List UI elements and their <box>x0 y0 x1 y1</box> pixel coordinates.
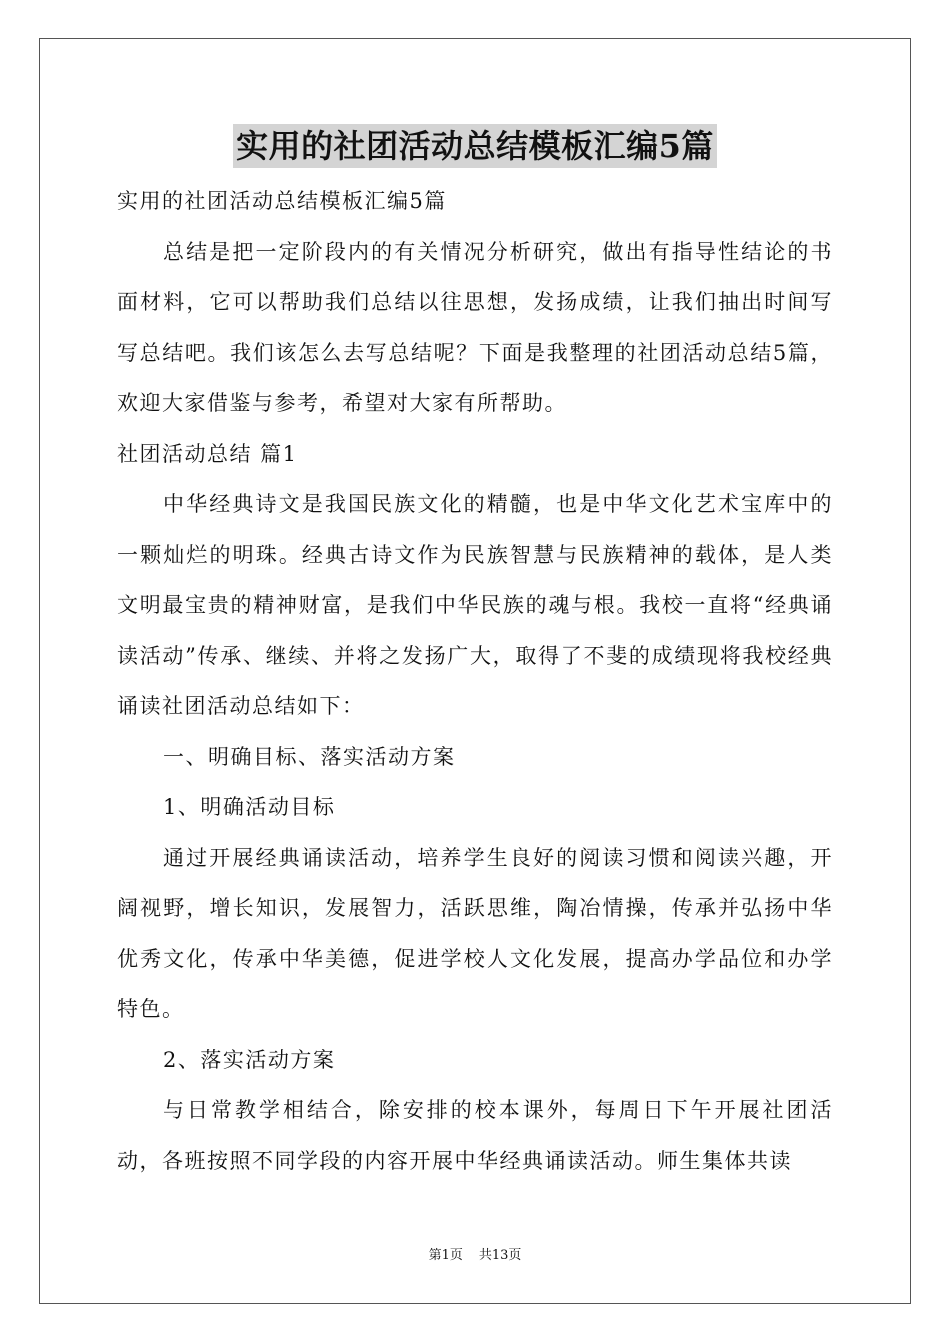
paragraph: 1、明确活动目标 <box>163 795 336 819</box>
paragraph: 2、落实活动方案 <box>163 1047 336 1072</box>
paragraph: 总结是把一定阶段内的有关情况分析研究，做出有指导性结论的书面材料，它可以帮助我们总结以往思想，发扬成绩，让我们抽出时间写写总结吧。我们该怎么去写总结呢？下面是我整理的社团活动总结5篇，欢迎大家借鉴与参考，希望对大家有所帮助。 <box>117 239 833 415</box>
paragraph: 与日常教学相结合，除安排的校本课外，每周日下午开展社团活动，各班按照不同学段的内容开展中华经典诵读活动。师生集体共读 <box>117 1098 833 1173</box>
document-body <box>117 176 833 1186</box>
page-number: 第1页 <box>428 1248 463 1263</box>
page-total: 共13页 <box>478 1248 522 1263</box>
document-title: 实用的社团活动总结模板汇编5篇 <box>233 124 717 168</box>
paragraph: 实用的社团活动总结模板汇编5篇 <box>117 189 447 213</box>
paragraph: 一、明确目标、落实活动方案 <box>163 744 456 769</box>
document-title-container <box>0 124 950 168</box>
page-footer <box>0 1247 950 1265</box>
paragraph: 社团活动总结 篇1 <box>117 441 298 466</box>
paragraph: 通过开展经典诵读活动，培养学生良好的阅读习惯和阅读兴趣，开阔视野，增长知识，发展智力，活跃思维，陶冶情操，传承并弘扬中华优秀文化，传承中华美德，促进学校人文化发展，提高办学品位和办学特色。 <box>117 845 833 1021</box>
paragraph: 中华经典诗文是我国民族文化的精髓，也是中华文化艺术宝库中的一颗灿烂的明珠。经典古诗文作为民族智慧与民族精神的载体，是人类文明最宝贵的精神财富，是我们中华民族的魂与根。我校一直将“经典诵读活动”传承、继续、并将之发扬广大，取得了不斐的成绩现将我校经典诵读社团活动总结如下： <box>117 492 833 718</box>
